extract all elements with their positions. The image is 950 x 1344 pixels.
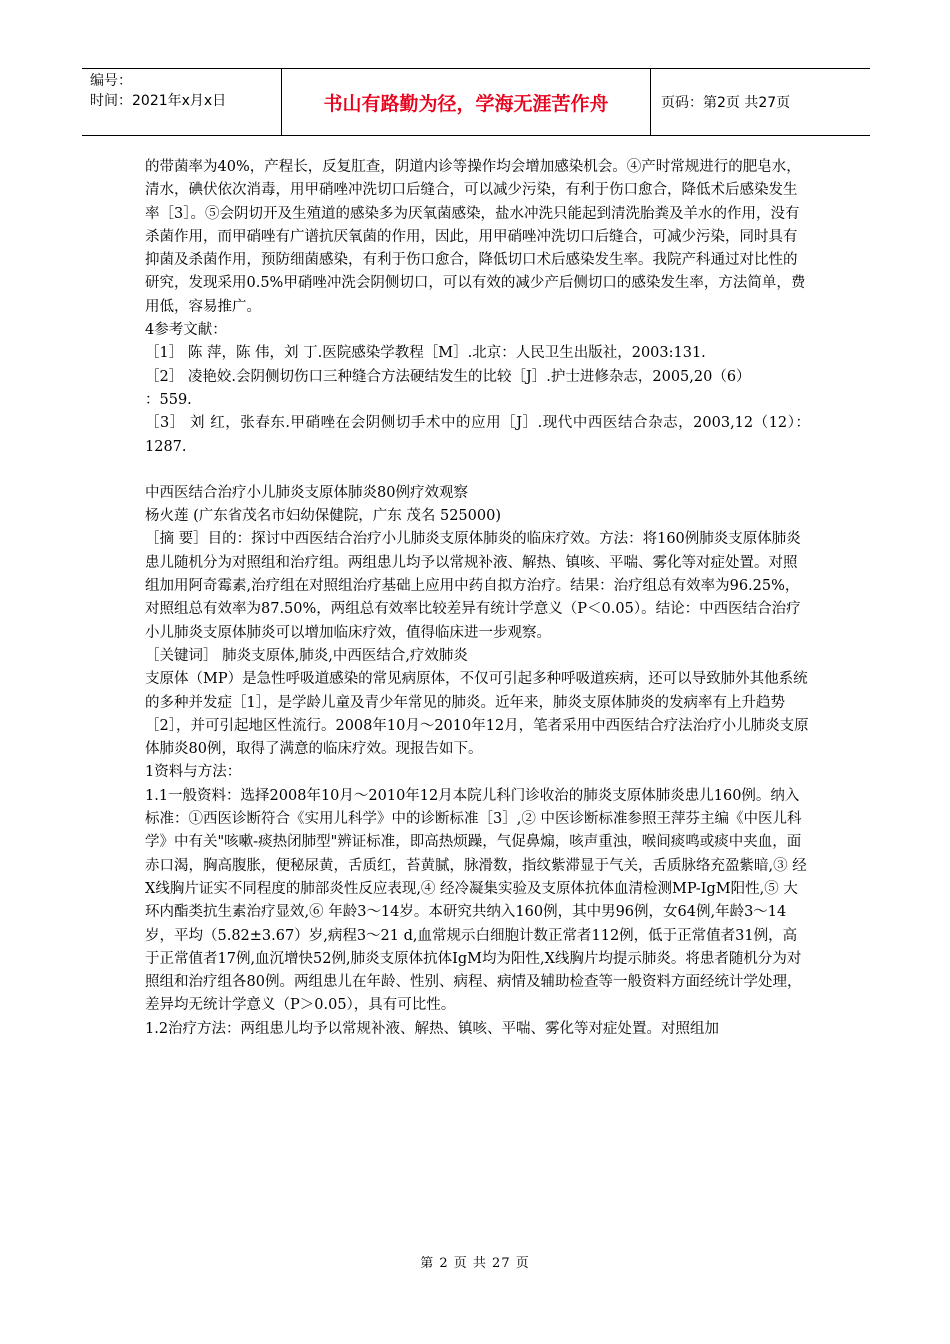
section-1-1: 1.1一般资料：选择2008年10月～2010年12月本院儿科门诊收治的肺炎支原体肺炎患儿160例。纳入标准：①西医诊断符合《实用儿科学》中的诊断标准［3］,② 中医诊断标准参照王萍芬主编《中医儿科学》中有关"咳嗽-痰热闭肺型"辨证标准，即高热烦躁，气促鼻煽，咳声重浊，喉间痰鸣或痰中夹血，面赤口渴，胸高腹胀，便秘尿黄，舌质红，苔黄腻，脉滑数，指纹紫滞显于气关，舌质脉络充盈紫暗,③ 经X线胸片证实不同程度的肺部炎性反应表现,④ 经冷凝集实验及支原体抗体血清检测MP-IgM阳性,⑤ 大环内酯类抗生素治疗显效,⑥ 年龄3～14岁。本研究共纳入160例，其中男96例，女64例,年龄3～14岁，平均（5.82±3.67）岁,病程3～21 d,血常规示白细胞计数正常者112例，低于正常值者31例，高于正常值者17例,血沉增快52例,肺炎支原体抗体IgM均为阳性,X线胸片均提示肺炎。将患者随机分为对照组和治疗组各80例。两组患儿在年龄、性别、病程、病情及辅助检查等一般资料方面经统计学处理，差异均无统计学意义（P＞0.05），具有可比性。: [145, 787, 807, 1014]
page-footer: 第 2 页 共 27 页: [420, 1256, 530, 1271]
document-body: [145, 156, 810, 1041]
page-header: [82, 68, 870, 136]
document-number: 编号：: [90, 73, 132, 89]
reference-2-page: ：559.: [145, 391, 192, 408]
article-abstract: ［摘 要］目的：探讨中西医结合治疗小儿肺炎支原体肺炎的临床疗效。方法：将160例肺炎支原体肺炎患儿随机分为对照组和治疗组。两组患儿均予以常规补液、解热、镇咳、平喘、雾化等对症处置。对照组加用阿奇霉素,治疗组在对照组治疗基础上应用中药自拟方治疗。结果：治疗组总有效率为96.25%，对照组总有效率为87.50%，两组总有效率比较差异有统计学意义（P＜0.05）。结论：中西医结合治疗小儿肺炎支原体肺炎可以增加临床疗效，值得临床进一步观察。: [145, 531, 801, 641]
references-heading: 4参考文献：: [145, 322, 227, 339]
header-info: [82, 69, 282, 135]
article-intro: 支原体（MP）是急性呼吸道感染的常见病原体，不仅可引起多种呼吸道疾病，还可以导致肺外其他系统的多种并发症［1］，是学龄儿童及青少年常见的肺炎。近年来，肺炎支原体肺炎的发病率有上升趋势［2］，并可引起地区性流行。2008年10月～2010年12月，笔者采用中西医结合疗法治疗小儿肺炎支原体肺炎80例，取得了满意的临床疗效。现报告如下。: [145, 671, 809, 758]
header-motto: 书山有路勤为径，学海无涯苦作舟: [282, 69, 651, 135]
reference-3: ［3］ 刘 红，张春东.甲硝唑在会阴侧切手术中的应用［J］.现代中西医结合杂志，2003,12（12）：1287.: [145, 415, 810, 455]
document-date: 时间：2021年x月x日: [90, 93, 227, 109]
paragraph-continued: 的带菌率为40%，产程长，反复肛查，阴道内诊等操作均会增加感染机会。④产时常规进行的肥皂水，清水，碘伏依次消毒，用甲硝唑冲洗切口后缝合，可以减少污染，有利于伤口愈合，降低术后感染发生率［3］。⑤会阴切开及生殖道的感染多为厌氧菌感染，盐水冲洗只能起到清洗胎粪及羊水的作用，没有杀菌作用，而甲硝唑有广谱抗厌氧菌的作用，因此，用甲硝唑冲洗切口后缝合，可减少污染，同时具有抑菌及杀菌作用，预防细菌感染，有利于伤口愈合，降低切口术后感染发生率。我院产科通过对比性的研究，发现采用0.5%甲硝唑冲洗会阴侧切口，可以有效的减少产后侧切口的感染发生率，方法简单，费用低，容易推广。: [145, 159, 806, 315]
article-author: 杨火莲 (广东省茂名市妇幼保健院，广东 茂名 525000): [145, 508, 501, 525]
header-page-number: 页码：第2页 共27页: [661, 95, 791, 111]
section-1-2: 1.2治疗方法：两组患儿均予以常规补液、解热、镇咳、平喘、雾化等对症处置。对照组加: [145, 1020, 720, 1037]
section-gap: [145, 459, 810, 482]
article-keywords: ［关键词］ 肺炎支原体,肺炎,中西医结合,疗效肺炎: [145, 647, 468, 664]
reference-2: ［2］ 凌艳姣.会阴侧切伤口三种缝合方法硬结发生的比较［J］.护士进修杂志，2005,20（6）: [145, 368, 751, 385]
section-heading: 1资料与方法：: [145, 764, 242, 781]
article-title: 中西医结合治疗小儿肺炎支原体肺炎80例疗效观察: [145, 484, 468, 501]
reference-1: ［1］ 陈 萍，陈 伟，刘 丁.医院感染学教程［M］.北京：人民卫生出版社，2003:131.: [145, 345, 706, 362]
